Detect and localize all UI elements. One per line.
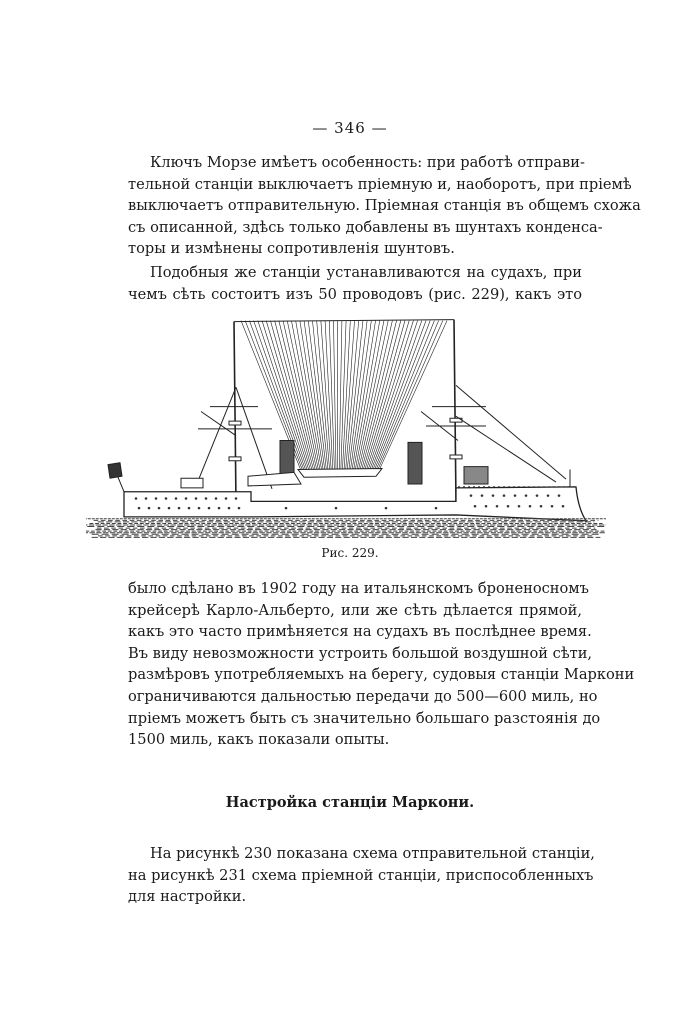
- boat: [181, 478, 203, 488]
- paragraph-tuning: [128, 843, 595, 908]
- deckhouse: [248, 472, 301, 486]
- porthole: [165, 497, 168, 500]
- porthole: [547, 494, 550, 497]
- text-line: какъ это часто примѣняется на судахъ въ послѣднее время.: [128, 623, 592, 641]
- antenna-wire: [304, 321, 325, 471]
- text-line: пріемъ можетъ быть съ значительно большаго разстоянія до: [128, 709, 601, 727]
- antenna-wire: [317, 321, 330, 471]
- porthole: [562, 505, 565, 508]
- stay: [236, 387, 272, 488]
- paragraph-carlo-alberto: [128, 578, 635, 751]
- porthole: [435, 507, 438, 510]
- porthole: [507, 505, 510, 508]
- text-line: тельной станціи выключаетъ пріемную и, наоборотъ, при пріемѣ: [128, 175, 632, 193]
- text-line: Въ виду невозможности устроить большой воздушной сѣти,: [128, 644, 593, 662]
- mast-top: [229, 421, 241, 425]
- porthole: [148, 507, 151, 510]
- flag: [108, 463, 122, 478]
- porthole: [492, 494, 495, 497]
- porthole: [218, 507, 221, 510]
- text-line: для настройки.: [128, 888, 247, 906]
- antenna-wire: [366, 321, 413, 471]
- porthole: [485, 505, 488, 508]
- text-line: крейсерѣ Карло-Альберто, или же сѣть дѣлается прямой,: [128, 601, 582, 619]
- stay: [456, 385, 566, 479]
- porthole: [225, 497, 228, 500]
- porthole: [481, 494, 484, 497]
- bridge: [464, 467, 488, 484]
- main-mast: [454, 320, 456, 504]
- porthole: [551, 505, 554, 508]
- antenna-wire: [354, 321, 380, 471]
- section-heading: Настройка станціи Маркони.: [225, 794, 475, 811]
- text-line: было сдѣлано въ 1902 году на итальянскомъ броненосномъ: [128, 580, 589, 597]
- porthole: [185, 497, 188, 500]
- antenna-wire: [312, 321, 328, 471]
- porthole: [168, 507, 171, 510]
- mast-top: [450, 455, 462, 459]
- antenna-wire: [308, 321, 326, 471]
- ship-drawing: [86, 310, 606, 542]
- figure-229-ship-illustration: [86, 310, 606, 542]
- text-line: На рисункѣ 230 показана схема отправительной станціи,: [150, 845, 595, 862]
- paragraph-ship-stations: [128, 262, 582, 305]
- figure-caption: Рис. 229.: [321, 546, 379, 560]
- porthole: [518, 505, 521, 508]
- page-number: — 346 —: [312, 119, 388, 137]
- porthole: [474, 505, 477, 508]
- porthole: [558, 494, 561, 497]
- porthole: [285, 507, 288, 510]
- fore-mast: [234, 322, 236, 504]
- text-line: Подобныя же станціи устанавливаются на судахъ, при: [150, 264, 582, 281]
- antenna-wire: [352, 321, 376, 471]
- porthole: [188, 507, 191, 510]
- porthole: [503, 494, 506, 497]
- porthole: [228, 507, 231, 510]
- sea-hatching: [86, 519, 606, 538]
- text-line: ограничиваются дальностью передачи до 500—600 миль, но: [128, 687, 598, 705]
- text-line: на рисункѣ 231 схема пріемной станціи, приспособленныхъ: [128, 866, 594, 884]
- stay: [196, 387, 236, 486]
- porthole: [175, 497, 178, 500]
- hull: [124, 487, 586, 521]
- text-line: 1500 миль, какъ показали опыты.: [128, 731, 390, 749]
- porthole: [470, 494, 473, 497]
- text-line: чемъ сѣть состоитъ изъ 50 проводовъ (рис. 229), какъ это: [128, 285, 582, 303]
- paragraph-morse-key: [128, 152, 641, 260]
- porthole: [529, 505, 532, 508]
- porthole: [385, 507, 388, 510]
- antenna-wire: [360, 321, 397, 471]
- text-line: размѣровъ употребляемыхъ на берегу, судовыя станціи Маркони: [128, 666, 635, 684]
- porthole: [525, 494, 528, 497]
- porthole: [205, 497, 208, 500]
- porthole: [235, 497, 238, 500]
- mast-top: [229, 457, 241, 461]
- porthole: [335, 507, 338, 510]
- porthole: [238, 507, 241, 510]
- antenna-wire: [296, 321, 322, 471]
- text-line: выключаетъ отправительную. Пріемная станція въ общемъ схожа: [128, 197, 641, 215]
- text-line: съ описанной, здѣсь только добавлены въ шунтахъ конденса-: [128, 218, 603, 236]
- aft-funnel: [408, 442, 422, 484]
- porthole: [198, 507, 201, 510]
- porthole: [155, 497, 158, 500]
- antenna-wire: [346, 321, 359, 471]
- porthole: [514, 494, 517, 497]
- text-line: Ключъ Морзе имѣетъ особенность: при работѣ отправи-: [150, 154, 585, 171]
- porthole: [195, 497, 198, 500]
- porthole: [145, 497, 148, 500]
- antenna-wire: [376, 321, 439, 471]
- text-line: торы и измѣнены сопротивленія шунтовъ.: [128, 240, 455, 258]
- porthole: [496, 505, 499, 508]
- antenna-top-wire: [234, 320, 454, 322]
- antenna-wire: [349, 321, 367, 471]
- porthole: [215, 497, 218, 500]
- porthole: [158, 507, 161, 510]
- porthole: [208, 507, 211, 510]
- porthole: [138, 507, 141, 510]
- porthole: [536, 494, 539, 497]
- porthole: [178, 507, 181, 510]
- antenna-spreader: [298, 469, 382, 478]
- porthole: [540, 505, 543, 508]
- porthole: [135, 497, 138, 500]
